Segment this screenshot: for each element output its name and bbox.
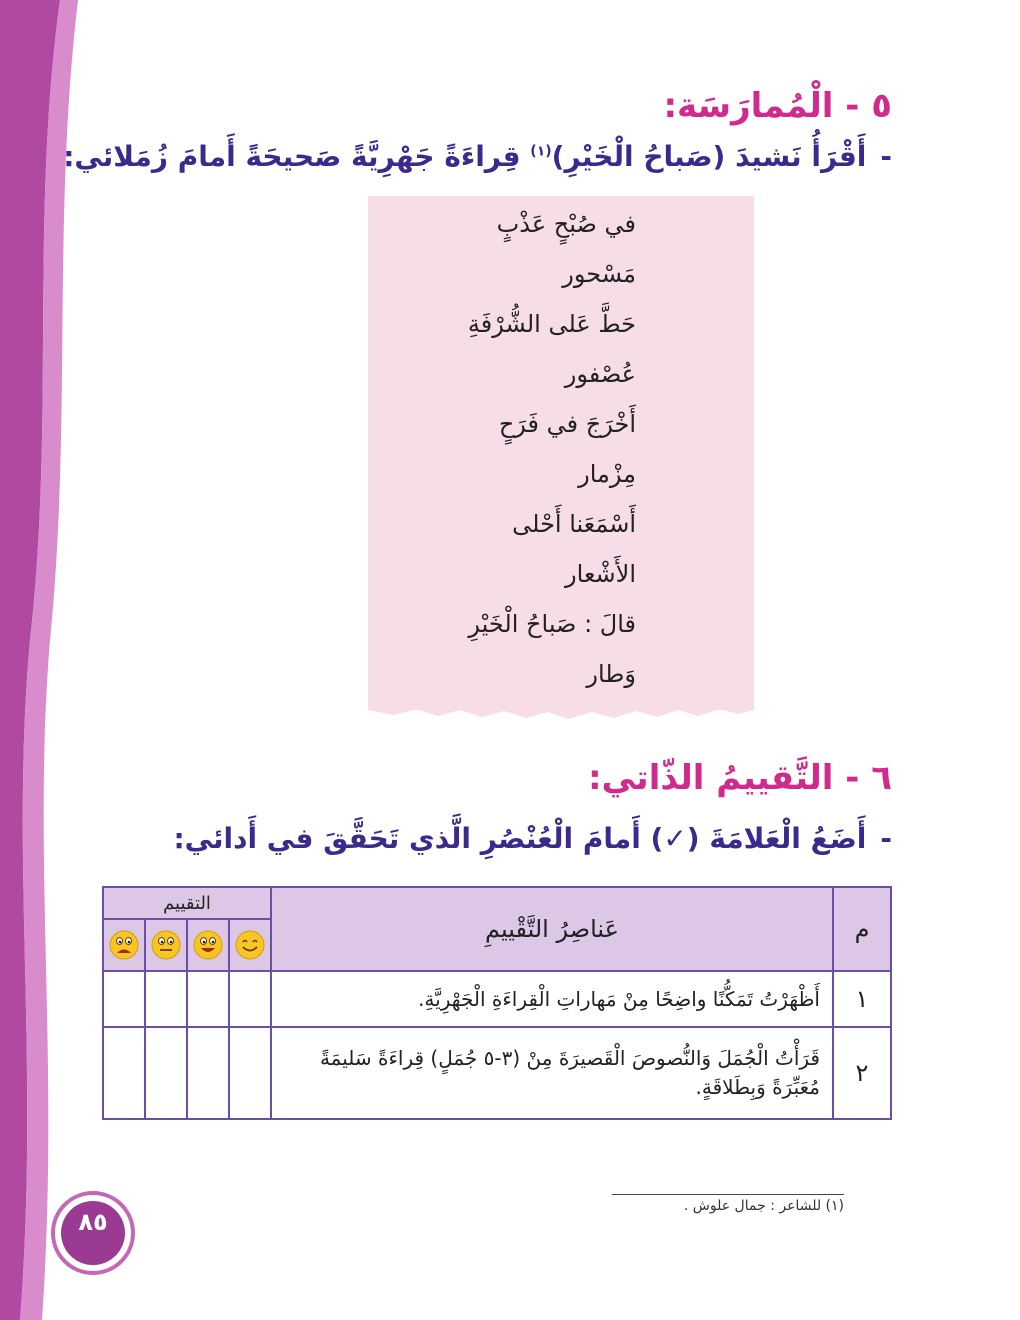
row-1-check-4[interactable] — [103, 971, 145, 1027]
poem-box — [368, 196, 754, 710]
section-5-instruction: -أَقْرَأُ نَشيدَ (صَباحُ الْخَيْرِ)$^{(١)}$ قِراءَةً جَهْرِيَّةً صَحيحَةً أَمامَ زُمَلائي: — [63, 140, 892, 173]
row-1-check-3[interactable] — [145, 971, 187, 1027]
instruction-part2: قِراءَةً جَهْرِيَّةً صَحيحَةً أَمامَ زُمَلائي: — [63, 140, 531, 173]
page-number: ٨٥ — [78, 1208, 108, 1236]
poem-line-8: الأَشْعار — [565, 560, 636, 588]
footnote-marker: (١) — [530, 143, 552, 160]
poem-line-10: وَطار — [586, 660, 636, 688]
header-criteria: عَناصِرُ التَّقْييمِ — [271, 887, 833, 971]
self-evaluation-table — [102, 886, 892, 1120]
rating-face-4 — [103, 919, 145, 971]
header-num: م — [833, 887, 891, 971]
sad-face-icon — [108, 929, 140, 961]
poem-line-4: عُصْفور — [564, 360, 636, 388]
poem-line-5: أَخْرَجَ في فَرَحٍ — [498, 410, 636, 438]
footnote-text: (١) للشاعر : جمال علوش . — [683, 1198, 844, 1214]
section-5-title: ٥ - الْمُمارَسَة: — [663, 86, 892, 126]
row-2-check-4[interactable] — [103, 1027, 145, 1119]
section-6-title: ٦ - التَّقييمُ الذّاتي: — [587, 758, 892, 798]
header-rating: التقييم — [103, 887, 271, 919]
poem-line-6: مِزْمار — [578, 460, 636, 488]
row-2-num: ٢ — [833, 1027, 891, 1119]
row-1-criteria: أَظْهَرْتُ تَمَكُّنًا واضِحًا مِنْ مَهاراتِ الْقِراءَةِ الْجَهْرِيَّةِ. — [271, 971, 833, 1027]
poem-line-3: حَطَّ عَلى الشُّرْفَةِ — [467, 310, 636, 338]
poem-line-1: في صُبْحٍ عَذْبٍ — [496, 210, 636, 238]
row-1-check-2[interactable] — [187, 971, 229, 1027]
row-1-check-1[interactable] — [229, 971, 271, 1027]
section-6-instruction-text: أَضَعُ الْعَلامَةَ (✓) أَمامَ الْعُنْصُرِ الَّذي تَحَقَّقَ في أَدائي: — [173, 822, 867, 855]
rating-face-2 — [187, 919, 229, 971]
section-6-instruction: -أَضَعُ الْعَلامَةَ (✓) أَمامَ الْعُنْصُرِ الَّذي تَحَقَّقَ في أَدائي: — [173, 822, 892, 855]
row-2-check-3[interactable] — [145, 1027, 187, 1119]
row-2-criteria: قَرَأْتُ الْجُمَلَ وَالنُّصوصَ الْقَصيرَةَ مِنْ (٣-٥ جُمَلٍ) قِراءَةً سَليمَةً مُعَبِّرَةً وَبِطَلاقَةٍ. — [271, 1027, 833, 1119]
poem-line-9: قالَ : صَباحُ الْخَيْرِ — [468, 610, 636, 638]
poem-line-2: مَسْحور — [562, 260, 636, 288]
poem-line-7: أَسْمَعَنا أَحْلى — [512, 510, 636, 538]
row-2-check-2[interactable] — [187, 1027, 229, 1119]
rating-face-3 — [145, 919, 187, 971]
row-1-num: ١ — [833, 971, 891, 1027]
rating-face-1 — [229, 919, 271, 971]
footnote-divider — [612, 1194, 844, 1195]
neutral-face-icon — [150, 929, 182, 961]
instruction-part1: أَقْرَأُ نَشيدَ (صَباحُ الْخَيْرِ) — [551, 140, 867, 173]
smiling-face-icon — [234, 929, 266, 961]
row-2-check-1[interactable] — [229, 1027, 271, 1119]
happy-face-icon — [192, 929, 224, 961]
